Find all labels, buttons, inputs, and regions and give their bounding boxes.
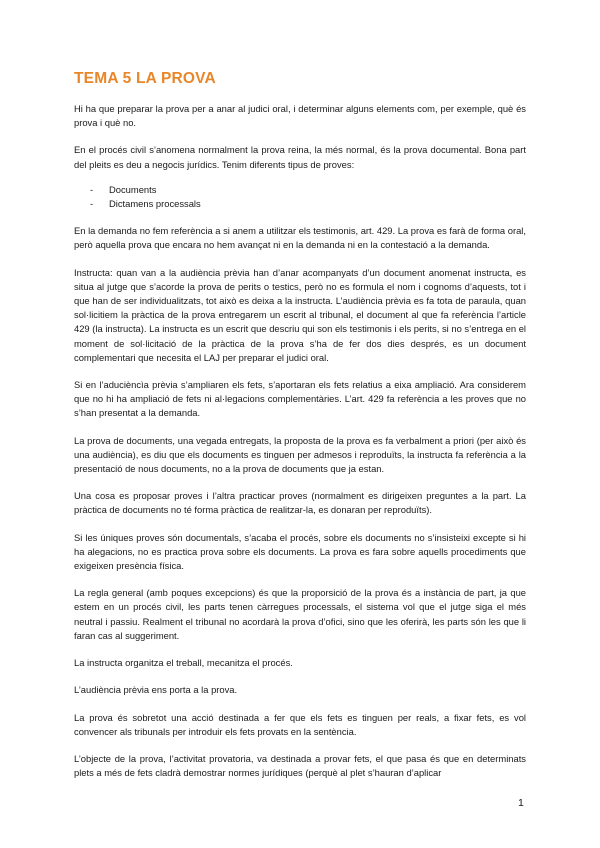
paragraph: Instructa: quan van a la audiència prèvia han d’anar acompanyats d’un document anomenat instructa, es situa al jutge que s’acorde la prova de perits o testics, però no es formula el nom i cognoms d’aquests, tot i que han de ser individualitzats, tot això es deixa a la instructa. L’audiència prèvia es fa tota de paraula, quan sol·licitiem la pràctica de la prova entregarem un escrit al tribunal, el document al que fa referència l’article 429 (la instructa). La instructa es un escrit que descriu qui son els testimonis i els perits, si no s’entrega en el moment de sol·licitació de la pràctica de la prova s’ha de fer dos dies després, es un document complementari que necesita el LAJ per preparar el judici oral. — [74, 266, 526, 363]
paragraph: L’objecte de la prova, l’activitat provatoria, va destinada a provar fets, el que pasa és que en determinats plets a més de fets cladrà demostrar normes jurídiques (perquè al plet s’hauran d’aplicar — [74, 752, 526, 779]
paragraph: La instructa organitza el treball, mecanitza el procés. — [74, 657, 293, 669]
page-number: 1 — [518, 797, 524, 809]
proof-types-list — [74, 183, 526, 211]
document-body — [74, 70, 526, 793]
paragraph: La prova és sobretot una acció destinada a fer que els fets es tinguen per reals, a fixar fets, es vol convencer als tribunals per introduir els fets provats en la sentència. — [74, 711, 526, 737]
list-item — [74, 197, 526, 211]
bullet-marker: - — [90, 198, 94, 210]
paragraph: En la demanda no fem referència a si anem a utilitzar els testimonis, art. 429. La prova es farà de forma oral, però aquella prova que encara no hem avançat ni en la demanda ni en la contestació a la demanda. — [74, 225, 526, 251]
paragraph-proof-types: En el procés civil s’anomena normalment la prova reina, la més normal, és la prova documental. Bona part del pleits es deu a negocis jurídics. Tenim diferents tipus de proves: — [74, 144, 526, 170]
paragraph: Si les úniques proves són documentals, s’acaba el procés, sobre els documents no s’insisteixi excepte si hi ha alegacions, no es practica prova sobre els documents. La prova es fara sobre aquells procediments que exigeixen presència física. — [74, 531, 526, 572]
paragraph: L’audiència prèvia ens porta a la prova. — [74, 684, 238, 696]
paragraph: La regla general (amb poques excepcions) és que la proporsició de la prova és a instància de part, ja que estem en un procés civil, les parts tenen càrregues processals, el sistema vol que el jutge siga el més neutral i passiu. Realment el tribunal no acordarà la prova d’ofici, sino que les oferirà, les parts són les que li faran cas al suggeriment. — [74, 587, 526, 641]
bullet-marker: - — [90, 183, 94, 195]
paragraph: Una cosa es proposar proves i l’altra practicar proves (normalment es dirigeixen preguntes a la part. La pràctica de documents no té forma pràctica de realitzar-la, es donaran per reproduïts). — [74, 490, 526, 516]
list-item-label: Documents — [109, 183, 157, 195]
paragraph-intro: Hi ha que preparar la prova per a anar al judici oral, i determinar alguns elements com, per exemple, què és prova i què no. — [74, 103, 526, 129]
list-item — [74, 183, 526, 197]
paragraph: Si en l’aducièncìa prèvia s’ampliaren els fets, s’aportaran els fets relatius a eixa ampliació. Ara considerem que no hi ha ampliació de fets ni al·legacions complementàries. L’art. 429 fa referència a les proves que no s’han presentat a la demanda. — [74, 379, 526, 419]
paragraph: La prova de documents, una vegada entregats, la proposta de la prova es fa verbalment a priori (per això és una audiència), es diu que els documents es tinguen per admesos i reproduïts, la instructa fa referència a la presentació de nous documents, no a la prova de documents que ja estan. — [74, 434, 526, 475]
page-title: TEMA 5 LA PROVA — [74, 70, 216, 87]
list-item-label: Dictamens processals — [109, 198, 201, 210]
